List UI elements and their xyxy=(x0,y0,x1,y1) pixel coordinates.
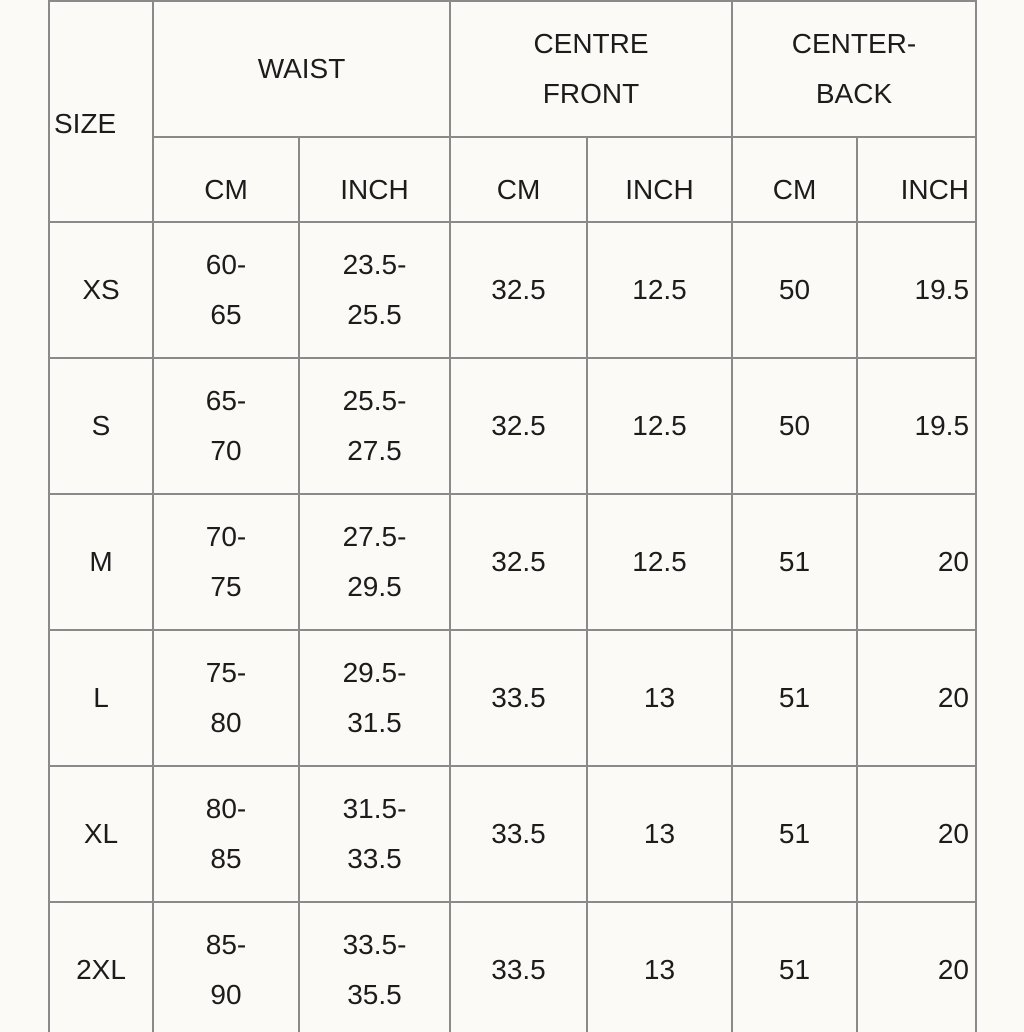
unit-label: CM xyxy=(772,174,817,205)
unit-label: INCH xyxy=(625,174,694,205)
unit-label: INCH xyxy=(900,174,970,205)
table-row xyxy=(49,358,976,494)
unit-label: CM xyxy=(204,174,248,205)
waist-cm-value: 65- 70 xyxy=(205,385,247,466)
size-cell xyxy=(49,358,153,494)
waist-cm-cell xyxy=(153,222,299,358)
size-label: 2XL xyxy=(76,954,126,985)
centre-front-group-cell xyxy=(450,1,732,137)
front-cm-value: 32.5 xyxy=(491,274,546,305)
front-inch-value: 13 xyxy=(643,954,676,985)
unit-header-cell xyxy=(153,137,299,222)
size-cell xyxy=(49,222,153,358)
waist-inch-value: 31.5- 33.5 xyxy=(342,793,407,874)
waist-cm-value: 60- 65 xyxy=(205,249,247,330)
size-header: SIZE xyxy=(54,108,117,139)
back-cm-value: 50 xyxy=(778,274,811,305)
waist-inch-value: 33.5- 35.5 xyxy=(342,929,407,1010)
back-cm-value: 51 xyxy=(778,682,811,713)
back-cm-cell xyxy=(732,902,857,1032)
front-cm-value: 33.5 xyxy=(491,954,546,985)
front-cm-cell xyxy=(450,358,587,494)
unit-label: CM xyxy=(496,174,541,205)
front-inch-value: 12.5 xyxy=(632,410,687,441)
back-cm-value: 51 xyxy=(778,954,811,985)
waist-inch-cell xyxy=(299,222,450,358)
front-cm-value: 33.5 xyxy=(491,682,546,713)
waist-inch-cell xyxy=(299,358,450,494)
back-cm-cell xyxy=(732,766,857,902)
front-cm-cell xyxy=(450,766,587,902)
waist-cm-value: 75- 80 xyxy=(205,657,247,738)
back-inch-value: 20 xyxy=(937,818,970,849)
waist-cm-cell xyxy=(153,902,299,1032)
front-inch-value: 12.5 xyxy=(632,546,687,577)
back-inch-value: 19.5 xyxy=(914,410,970,441)
back-cm-value: 51 xyxy=(778,546,811,577)
front-cm-value: 32.5 xyxy=(491,546,546,577)
front-inch-cell xyxy=(587,630,732,766)
table-row xyxy=(49,222,976,358)
back-inch-cell xyxy=(857,222,976,358)
unit-header-row xyxy=(49,137,976,222)
back-inch-cell xyxy=(857,630,976,766)
size-header-cell xyxy=(49,1,153,222)
front-inch-value: 13 xyxy=(643,682,676,713)
waist-cm-value: 80- 85 xyxy=(205,793,247,874)
back-inch-value: 20 xyxy=(937,682,970,713)
front-cm-cell xyxy=(450,494,587,630)
waist-inch-cell xyxy=(299,630,450,766)
waist-inch-value: 23.5- 25.5 xyxy=(342,249,407,330)
centre-front-group-label: CENTRE FRONT xyxy=(533,28,649,109)
front-inch-cell xyxy=(587,766,732,902)
size-label: S xyxy=(91,410,111,441)
size-cell xyxy=(49,630,153,766)
waist-cm-cell xyxy=(153,494,299,630)
size-label: XL xyxy=(83,818,119,849)
waist-group-cell xyxy=(153,1,450,137)
front-inch-value: 12.5 xyxy=(632,274,687,305)
waist-cm-cell xyxy=(153,358,299,494)
waist-cm-cell xyxy=(153,630,299,766)
waist-inch-value: 29.5- 31.5 xyxy=(342,657,407,738)
group-header-row xyxy=(49,1,976,137)
size-label: M xyxy=(89,546,113,577)
waist-inch-value: 25.5- 27.5 xyxy=(342,385,407,466)
table-row xyxy=(49,902,976,1032)
waist-inch-cell xyxy=(299,902,450,1032)
unit-header-cell xyxy=(857,137,976,222)
front-inch-value: 13 xyxy=(643,818,676,849)
back-inch-cell xyxy=(857,766,976,902)
back-inch-value: 20 xyxy=(937,954,970,985)
back-cm-cell xyxy=(732,630,857,766)
size-cell xyxy=(49,902,153,1032)
back-inch-cell xyxy=(857,494,976,630)
back-cm-cell xyxy=(732,494,857,630)
waist-inch-cell xyxy=(299,494,450,630)
back-cm-cell xyxy=(732,358,857,494)
table-row xyxy=(49,766,976,902)
front-cm-cell xyxy=(450,630,587,766)
front-inch-cell xyxy=(587,358,732,494)
front-inch-cell xyxy=(587,494,732,630)
waist-cm-value: 85- 90 xyxy=(205,929,247,1010)
size-label: XS xyxy=(82,274,120,305)
back-cm-value: 50 xyxy=(778,410,811,441)
table-row xyxy=(49,494,976,630)
unit-header-cell xyxy=(587,137,732,222)
back-inch-value: 19.5 xyxy=(914,274,970,305)
size-label: L xyxy=(93,682,109,713)
front-cm-value: 33.5 xyxy=(491,818,546,849)
size-chart-table xyxy=(48,0,977,1032)
back-cm-cell xyxy=(732,222,857,358)
center-back-group-cell xyxy=(732,1,976,137)
waist-group-label: WAIST xyxy=(257,53,346,84)
front-cm-cell xyxy=(450,902,587,1032)
front-cm-cell xyxy=(450,222,587,358)
table-row xyxy=(49,630,976,766)
front-inch-cell xyxy=(587,222,732,358)
back-inch-cell xyxy=(857,358,976,494)
unit-header-cell xyxy=(450,137,587,222)
waist-inch-cell xyxy=(299,766,450,902)
back-inch-value: 20 xyxy=(937,546,970,577)
center-back-group-label: CENTER- BACK xyxy=(791,28,917,109)
front-cm-value: 32.5 xyxy=(491,410,546,441)
back-inch-cell xyxy=(857,902,976,1032)
waist-inch-value: 27.5- 29.5 xyxy=(342,521,407,602)
size-cell xyxy=(49,494,153,630)
front-inch-cell xyxy=(587,902,732,1032)
unit-label: INCH xyxy=(340,174,409,205)
back-cm-value: 51 xyxy=(778,818,811,849)
unit-header-cell xyxy=(732,137,857,222)
waist-cm-value: 70- 75 xyxy=(205,521,247,602)
size-cell xyxy=(49,766,153,902)
waist-cm-cell xyxy=(153,766,299,902)
unit-header-cell xyxy=(299,137,450,222)
